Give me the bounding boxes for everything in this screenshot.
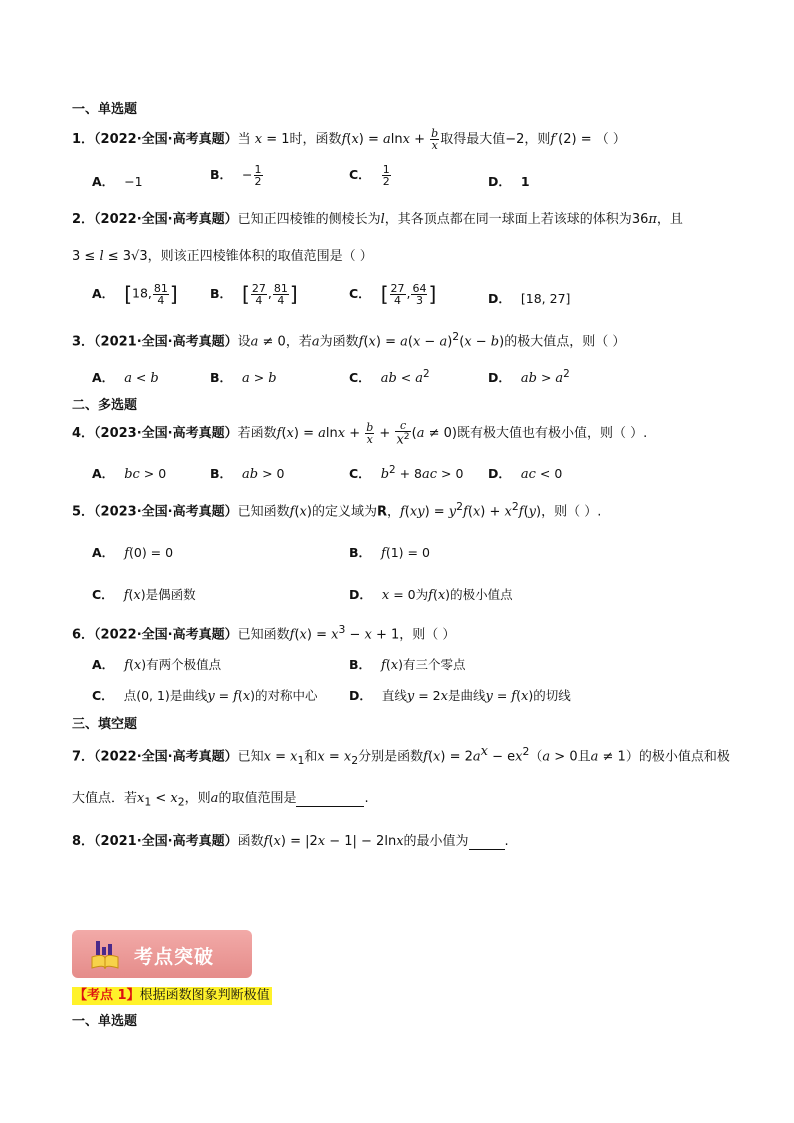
q4-option-c[interactable]: C． $b^2 + 8ac > 0$ bbox=[349, 464, 464, 483]
question-8: 8．（2021·全国·高考真题）函数f(x) = |2x − 1| − 2lnx的最小值为 . bbox=[72, 834, 509, 849]
q4-option-d[interactable]: D． ac < 0 bbox=[488, 466, 563, 482]
q5-option-a[interactable]: A． f(0) = 0 bbox=[92, 545, 174, 561]
question-4: 4．（2023·全国·高考真题）若函数f(x) = alnx + $\frac{b}{x}$ + $\frac{c}{x^2}$ (a ≠ 0)既有极大值也有极小值，则（ ）. bbox=[72, 419, 648, 448]
q6-option-a[interactable]: A． f(x)有两个极值点 bbox=[92, 657, 222, 673]
q4-option-b[interactable]: B． ab > 0 bbox=[210, 466, 285, 482]
question-2: 2．（2022·全国·高考真题）已知正四棱锥的侧棱长为l，其各顶点都在同一球面上若该球的体积为36π，且 bbox=[72, 212, 683, 227]
q5-option-b[interactable]: B． f(1) = 0 bbox=[349, 545, 430, 561]
q3-option-c[interactable]: C． ab < $a^2$ bbox=[349, 368, 430, 387]
section-heading-single-choice-2: 一、单选题 bbox=[72, 1014, 138, 1029]
section-heading-fill-blank: 三、填空题 bbox=[72, 717, 138, 732]
q3-option-d[interactable]: D． ab > $a^2$ bbox=[488, 368, 570, 387]
q6-option-d[interactable]: D． 直线y = 2x是曲线y = f(x)的切线 bbox=[349, 688, 571, 704]
q3-option-b[interactable]: B． a > b bbox=[210, 370, 277, 386]
question-3: 3．（2021·全国·高考真题）设a ≠ 0，若a为函数$f(x) = a(x - a)^2(x - b)$的极大值点，则（ ） bbox=[72, 330, 626, 350]
q6-option-c[interactable]: C． 点(0, 1)是曲线y = f(x)的对称中心 bbox=[92, 688, 318, 704]
q6-option-b[interactable]: B． f(x)有三个零点 bbox=[349, 657, 466, 673]
q1-option-a[interactable]: A． −1 bbox=[92, 174, 143, 189]
answer-blank[interactable] bbox=[296, 791, 364, 807]
question-7-line-2: 大值点．若$x_1 < x_2$，则a的取值范围是 . bbox=[72, 791, 369, 809]
q2-option-b[interactable]: B． [ $\frac{27}{4}$ , $\frac{81}{4}$ ] bbox=[210, 281, 298, 307]
q2-option-d[interactable]: D． [18, 27] bbox=[488, 291, 571, 306]
banner-title: 考点突破 bbox=[134, 946, 215, 968]
question-7: 7．（2022·全国·高考真题）已知$x = x_1$和$x = x_2$分别是函数$f(x) = 2a^x - ex^2(a > 0$且a ≠ 1）的极小值点和极 bbox=[72, 744, 730, 767]
q5-option-d[interactable]: D． x = 0为f(x)的极小值点 bbox=[349, 587, 513, 603]
book-chart-icon bbox=[90, 937, 120, 971]
answer-blank[interactable] bbox=[469, 834, 505, 850]
q2-option-c[interactable]: C． [ $\frac{27}{4}$ , $\frac{64}{3}$ ] bbox=[349, 281, 437, 307]
question-6: 6．（2022·全国·高考真题）已知函数$f(x) = x^3 - x + 1$，则（ ） bbox=[72, 623, 456, 643]
question-number: 1． bbox=[72, 132, 95, 147]
kaodian-heading bbox=[72, 987, 272, 1005]
fraction-b-over-x: $\frac{b}{x}$ bbox=[431, 127, 439, 152]
q4-option-a[interactable]: A． bc > 0 bbox=[92, 466, 167, 482]
q1-option-c[interactable]: C． $\frac{1}{2}$ bbox=[349, 163, 390, 188]
section-heading-single-choice: 一、单选题 bbox=[72, 102, 138, 117]
q3-option-a[interactable]: A． a < b bbox=[92, 370, 159, 386]
q2-option-a[interactable]: A． [18, $\frac{81}{4}$ ] bbox=[92, 281, 178, 307]
q5-option-c[interactable]: C． f(x)是偶函数 bbox=[92, 587, 196, 603]
kaodian-title: 根据函数图象判断极值 bbox=[139, 988, 270, 1003]
question-5: 5．（2023·全国·高考真题）已知函数f(x)的定义域为R，$f(xy) = y^2f(x) + x^2f(y)$，则（ ）. bbox=[72, 500, 602, 520]
question-source: （2022·全国·高考真题） bbox=[94, 132, 238, 147]
section-banner bbox=[72, 930, 252, 978]
q1-option-d[interactable]: D． 1 bbox=[488, 174, 530, 189]
question-1: 1．（2022·全国·高考真题）当 x = 1时，函数f(x) = alnx + $\frac{b}{x}$ 取得最大值−2，则f′(2) = （ ） bbox=[72, 127, 626, 152]
q1-option-b[interactable]: B． − $\frac{1}{2}$ bbox=[210, 163, 262, 188]
kaodian-tag: 【考点 1】 bbox=[74, 988, 140, 1003]
question-2-line-2: 3 ≤ l ≤ 3√3，则该正四棱锥体积的取值范围是（ ） bbox=[72, 249, 373, 264]
section-heading-multi-choice: 二、多选题 bbox=[72, 398, 138, 413]
